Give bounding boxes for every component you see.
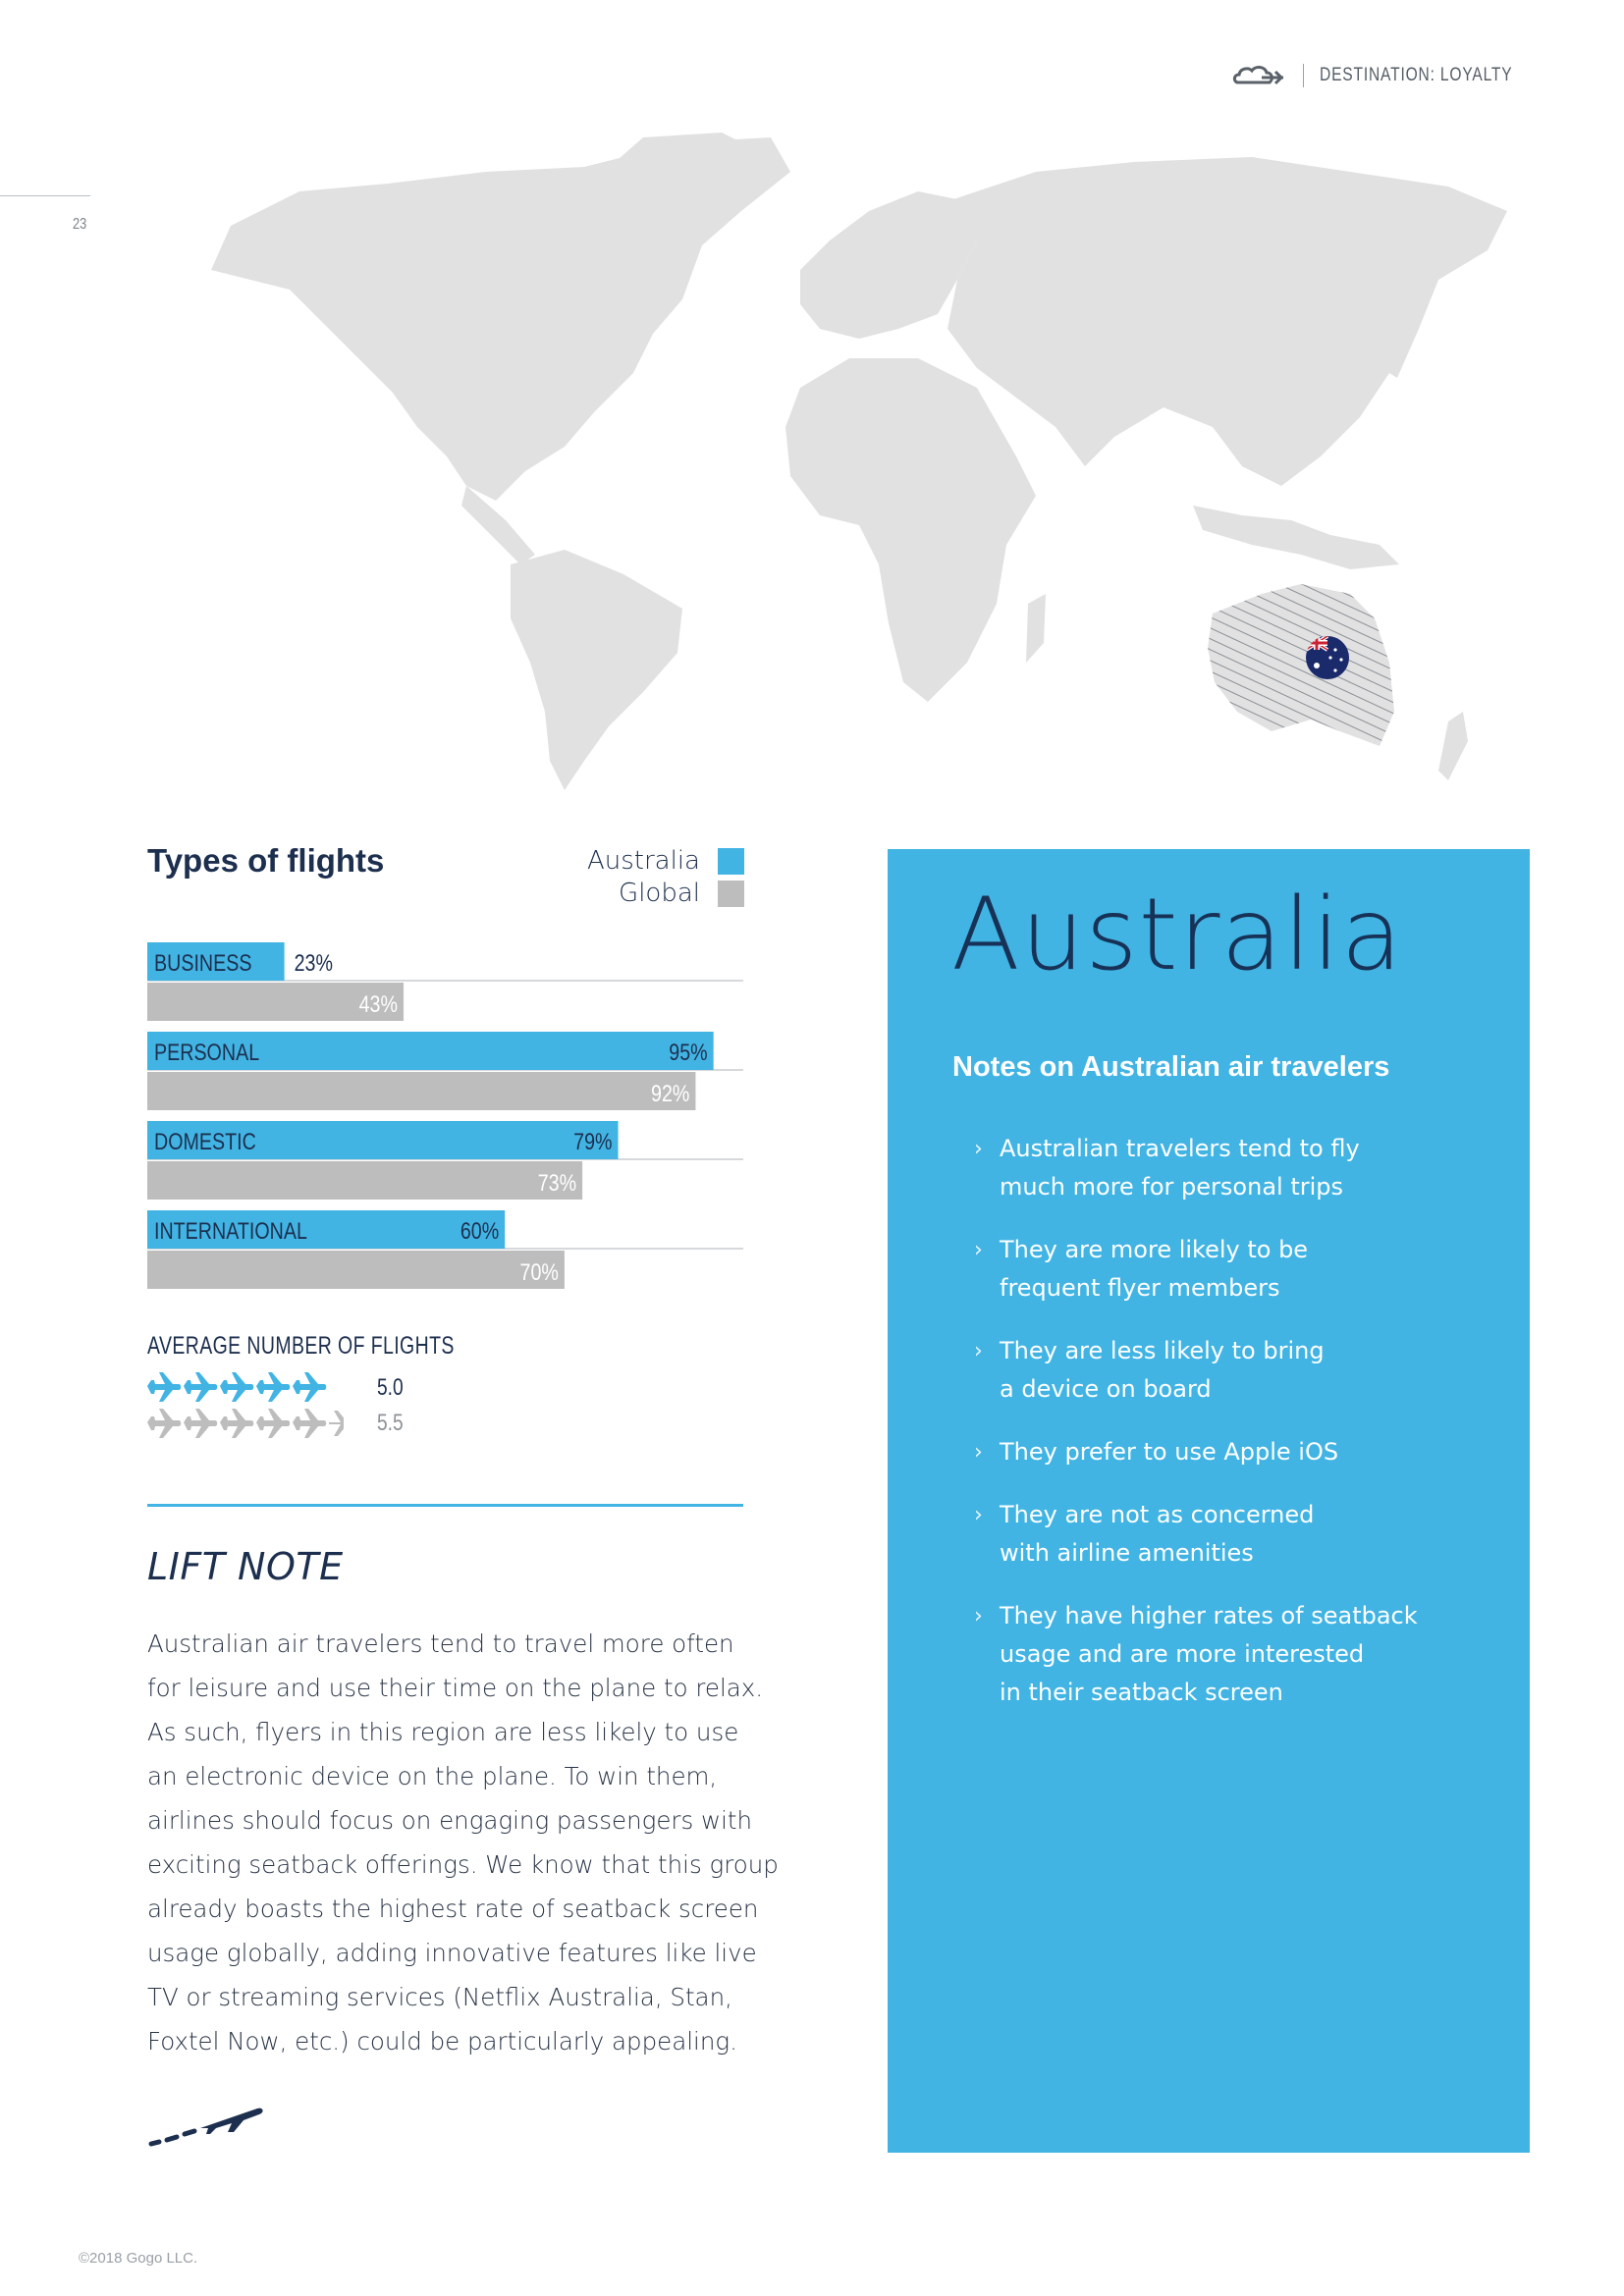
- category-label: BUSINESS: [154, 949, 252, 977]
- lift-note-line: As such, flyers in this region are less likely to use: [147, 1718, 739, 1746]
- global-value-label: 43%: [358, 990, 399, 1018]
- lift-note-line: Australian air travelers tend to travel more often: [147, 1629, 734, 1658]
- note-line: They prefer to use Apple iOS: [1000, 1438, 1339, 1466]
- lift-note-line: an electronic device on the plane. To win them,: [147, 1762, 718, 1790]
- madagascar-shape: [1026, 594, 1046, 663]
- plane-icon: [329, 1411, 344, 1436]
- australia-value-label: 95%: [669, 1039, 708, 1066]
- chevron-right-icon: ›: [974, 1503, 983, 1527]
- section-divider: [147, 1504, 743, 1507]
- note-line: They have higher rates of seatback: [1000, 1602, 1418, 1629]
- note-line: in their seatback screen: [1000, 1679, 1283, 1706]
- lift-note-line: usage globally, adding innovative features like live: [147, 1939, 757, 1967]
- lift-note-line: TV or streaming services (Netflix Australia, Stan,: [147, 1983, 732, 2011]
- global-value-label: 70%: [519, 1258, 559, 1286]
- chevron-right-icon: ›: [974, 1339, 983, 1363]
- cloud-plane-logo-icon: [1232, 63, 1287, 88]
- note-line: They are not as concerned: [1000, 1501, 1315, 1528]
- category-label: INTERNATIONAL: [154, 1217, 307, 1245]
- note-item: [974, 1433, 1485, 1471]
- plane-icon: [220, 1372, 253, 1402]
- plane-icon: [220, 1409, 253, 1438]
- lift-note-line: exciting seatback offerings. We know that this group: [147, 1850, 779, 1879]
- legend-global-swatch: [718, 881, 744, 907]
- bar-global-domestic: [147, 1161, 582, 1200]
- note-item: [974, 1496, 1485, 1573]
- new-zealand-shape: [1438, 712, 1468, 780]
- bar-global-international: [147, 1251, 565, 1289]
- legend-australia-label: Australia: [586, 846, 700, 876]
- lift-note-line: airlines should focus on engaging passengers with: [147, 1806, 753, 1835]
- australia-value-label: 79%: [573, 1128, 613, 1155]
- note-line: usage and are more interested: [1000, 1640, 1365, 1668]
- note-line: frequent flyer members: [1000, 1274, 1280, 1302]
- note-item: [974, 1332, 1485, 1409]
- legend-australia: [587, 846, 744, 876]
- lift-note-line: already boasts the highest rate of seatback screen: [147, 1895, 759, 1923]
- plane-icon: [184, 1372, 217, 1402]
- note-line: Australian travelers tend to fly: [1000, 1135, 1360, 1162]
- australia-plane-rating: [147, 1369, 344, 1403]
- chevron-right-icon: ›: [974, 1137, 983, 1161]
- flight-types-bar-chart: [147, 942, 743, 1296]
- global-value-label: 73%: [537, 1169, 577, 1197]
- plane-icon: [293, 1372, 326, 1402]
- asia-shape: [947, 157, 1507, 486]
- category-label: DOMESTIC: [154, 1128, 256, 1155]
- header-separator: [1303, 64, 1304, 87]
- panel-subtitle: Notes on Australian air travelers: [952, 1051, 1390, 1083]
- australia-panel: [888, 849, 1530, 2153]
- bar-global-personal: [147, 1072, 695, 1110]
- note-line: They are more likely to be: [1000, 1236, 1309, 1263]
- plane-trail-icon: [147, 2091, 265, 2150]
- panel-title: Australia: [951, 877, 1404, 993]
- note-line: with airline amenities: [1000, 1539, 1254, 1567]
- page-number: 23: [73, 216, 87, 233]
- chevron-right-icon: ›: [974, 1238, 983, 1262]
- chart-title: Types of flights: [147, 842, 385, 879]
- page-header: [1232, 61, 1555, 90]
- australia-highlight: [1193, 564, 1409, 761]
- lift-note-title: LIFT NOTE: [147, 1545, 344, 1588]
- south-america-shape: [511, 550, 682, 790]
- lift-note-line: for leisure and use their time on the plane to relax.: [147, 1674, 764, 1702]
- note-item: [974, 1231, 1485, 1308]
- chevron-right-icon: ›: [974, 1604, 983, 1629]
- plane-icon: [293, 1409, 326, 1438]
- page-rule: [0, 195, 90, 196]
- global-plane-rating: [147, 1406, 344, 1439]
- global-value-label: 92%: [651, 1080, 690, 1107]
- plane-icon: [184, 1409, 217, 1438]
- note-item: [974, 1597, 1485, 1712]
- australia-average-value: 5.0: [377, 1374, 404, 1401]
- note-item: [974, 1130, 1485, 1206]
- world-map: [172, 133, 1527, 795]
- plane-icon: [256, 1372, 290, 1402]
- legend-global-label: Global: [619, 879, 700, 908]
- australia-value-label: 60%: [460, 1217, 500, 1245]
- average-flights-label: AVERAGE NUMBER OF FLIGHTS: [147, 1332, 455, 1360]
- lift-note-body: [147, 1622, 779, 2063]
- lift-note-line: Foxtel Now, etc.) could be particularly appealing.: [147, 2027, 737, 2056]
- plane-icon: [256, 1409, 290, 1438]
- note-line: much more for personal trips: [1000, 1173, 1344, 1201]
- australia-flag-icon: [1306, 636, 1349, 679]
- note-line: a device on board: [1000, 1375, 1212, 1403]
- plane-icon: [147, 1409, 181, 1438]
- australia-value-label: 23%: [294, 949, 333, 977]
- notes-list: [974, 1130, 1485, 1736]
- indonesia-shape: [1193, 506, 1399, 569]
- category-label: PERSONAL: [154, 1039, 260, 1066]
- chevron-right-icon: ›: [974, 1440, 983, 1465]
- header-title: DESTINATION: LOYALTY: [1320, 65, 1513, 85]
- africa-shape: [785, 358, 1036, 702]
- note-line: They are less likely to bring: [1000, 1337, 1325, 1364]
- legend-australia-swatch: [718, 848, 744, 875]
- legend-global: [619, 879, 744, 908]
- global-average-value: 5.5: [377, 1410, 404, 1436]
- plane-icon: [147, 1372, 181, 1402]
- copyright: ©2018 Gogo LLC.: [79, 2250, 198, 2267]
- chart-legend: [520, 846, 744, 915]
